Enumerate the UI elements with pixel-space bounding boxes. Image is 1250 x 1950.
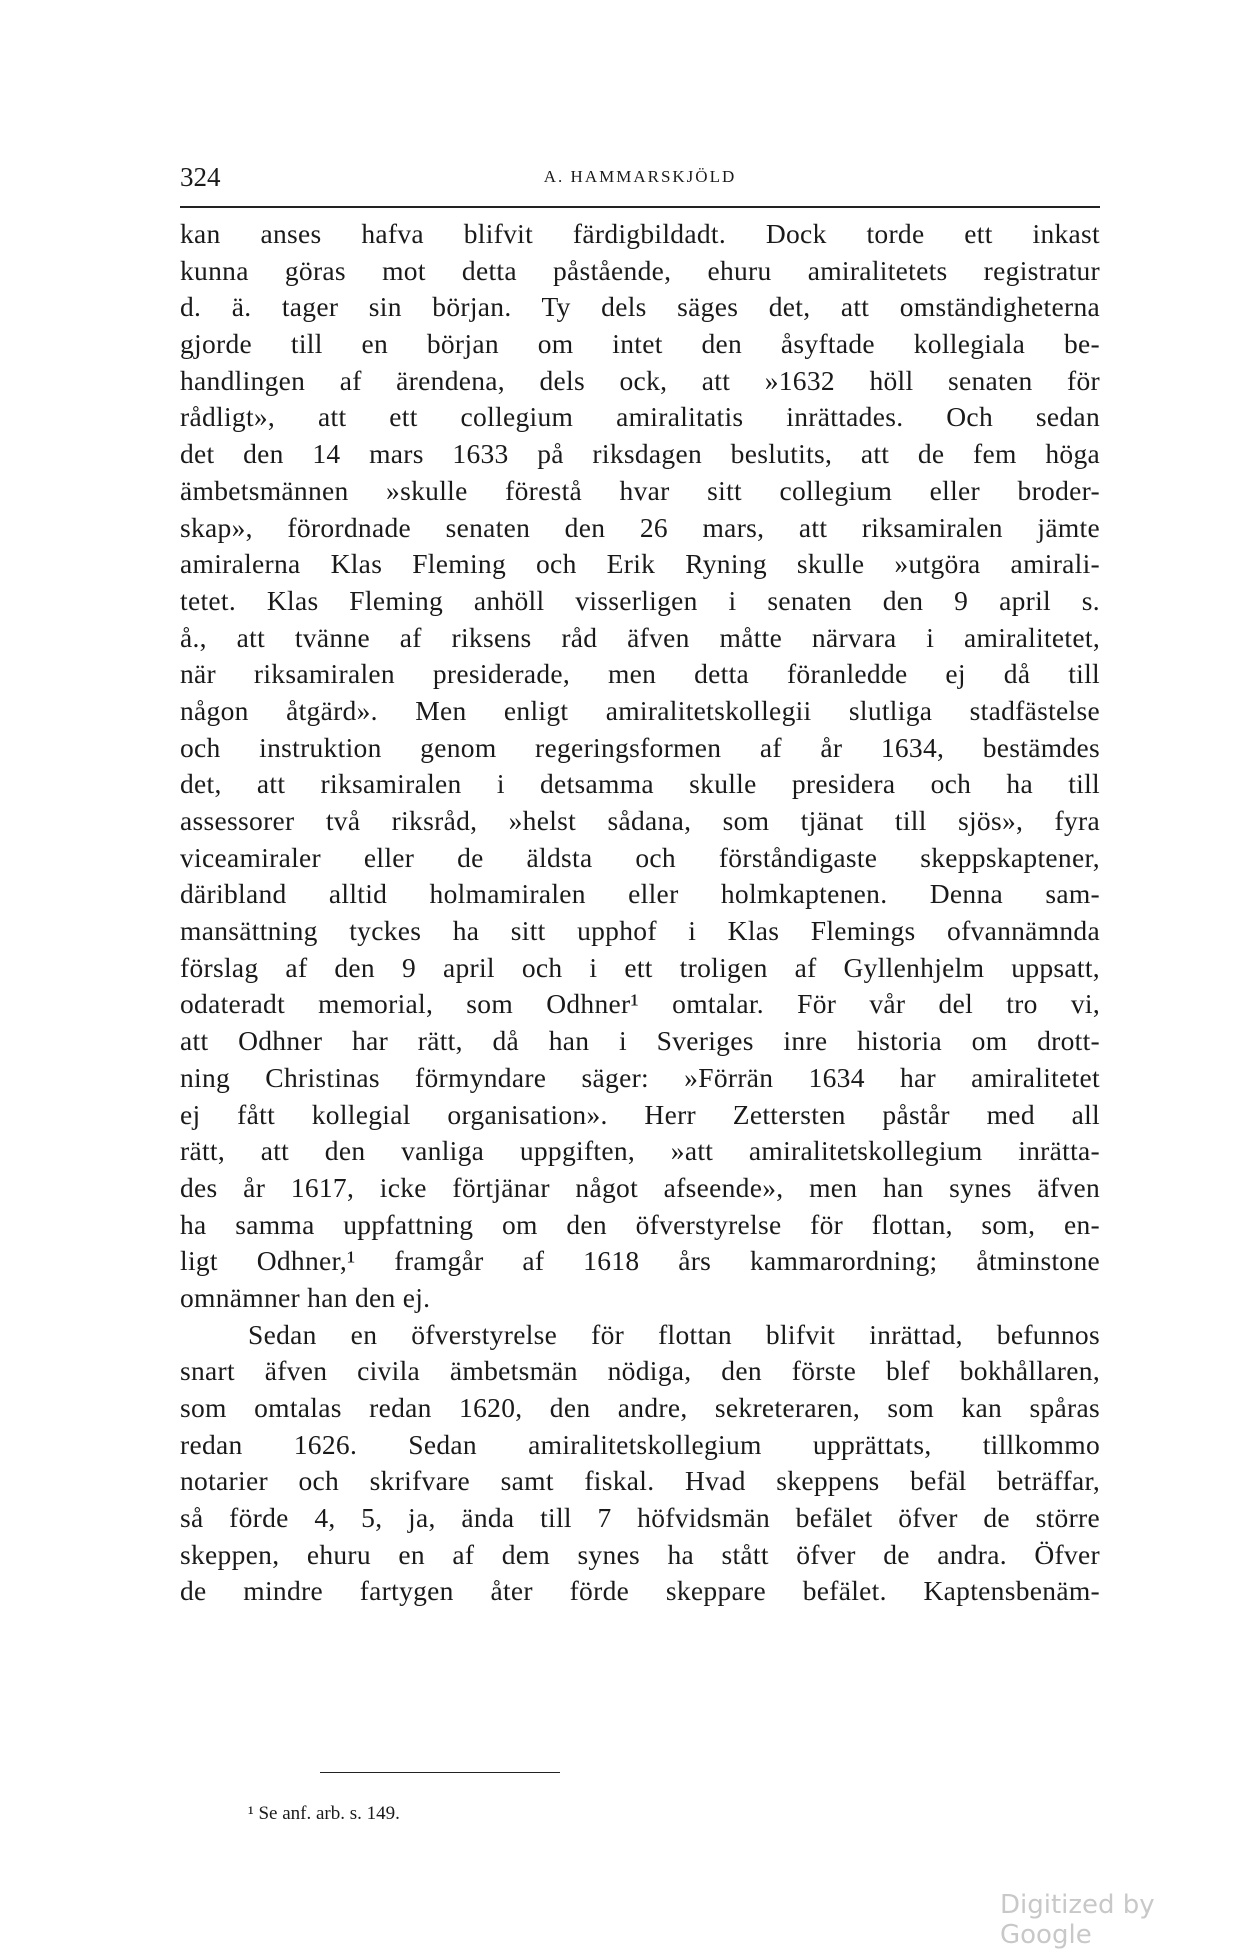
text-line: Sedan en öfverstyrelse för flottan blifvit inrättad, befunnos <box>248 1318 1100 1350</box>
text-line: som omtalas redan 1620, den andre, sekreteraren, som kan spåras <box>180 1392 1100 1423</box>
text-line: skeppen, ehuru en af dem synes ha stått öfver de andra. Öfver <box>180 1538 1100 1570</box>
page-header <box>180 162 1100 202</box>
text-line: de mindre fartygen åter förde skeppare befälet. Kaptensbenäm- <box>180 1575 1100 1607</box>
text-line: viceamiraler eller de äldsta och förståndigaste skeppskaptener, <box>180 841 1100 873</box>
text-line: däribland alltid holmamiralen eller holmkaptenen. Denna sam- <box>180 878 1100 910</box>
text-line: ha samma uppfattning om den öfverstyrelse för flottan, som, en- <box>180 1208 1100 1240</box>
text-line: ämbetsmännen »skulle förestå hvar sitt collegium eller broder- <box>180 474 1100 506</box>
text-line: notarier och skrifvare samt fiskal. Hvad skeppens befäl beträffar, <box>180 1465 1100 1497</box>
body-text <box>180 216 1100 1610</box>
text-line: ning Christinas förmyndare säger: »Förrän 1634 har amiralitetet <box>180 1061 1100 1093</box>
text-line: å., att tvänne af riksens råd äfven måtte närvara i amiralitetet, <box>180 621 1100 653</box>
text-line: omnämner han den ej. <box>180 1281 431 1313</box>
text-line: redan 1626. Sedan amiralitetskollegium upprättats, tillkommo <box>180 1428 1100 1460</box>
running-head: A. HAMMARSKJÖLD <box>543 167 737 186</box>
text-line: skap», förordnade senaten den 26 mars, att riksamiralen jämte <box>180 511 1100 543</box>
text-line: någon åtgärd». Men enligt amiralitetskollegii slutliga stadfästelse <box>180 694 1100 726</box>
text-line: så förde 4, 5, ja, ända till 7 höfvidsmän befälet öfver de större <box>180 1502 1100 1534</box>
text-line: förslag af den 9 april och i ett troligen af Gyllenhjelm uppsatt, <box>180 951 1100 983</box>
page-number: 324 <box>180 162 221 192</box>
watermark: Digitized by Google <box>1000 1890 1155 1950</box>
text-line: handlingen af ärendena, dels ock, att »1632 höll senaten för <box>180 364 1100 396</box>
text-line: och instruktion genom regeringsformen af år 1634, bestämdes <box>180 731 1100 763</box>
text-line: d. ä. tager sin början. Ty dels säges det, att omständigheterna <box>180 291 1100 323</box>
text-line: när riksamiralen presiderade, men detta föranledde ej då till <box>180 658 1100 690</box>
text-line: mansättning tyckes ha sitt upphof i Klas Flemings ofvannämnda <box>180 915 1100 947</box>
text-line: kan anses hafva blifvit färdigbildadt. Dock torde ett inkast <box>180 218 1100 249</box>
text-line: amiralerna Klas Fleming och Erik Ryning skulle »utgöra amirali- <box>180 548 1100 580</box>
text-line: ej fått kollegial organisation». Herr Zettersten påstår med all <box>180 1098 1100 1130</box>
text-line: kunna göras mot detta påstående, ehuru amiralitetets registratur <box>180 254 1100 286</box>
text-line: det, att riksamiralen i detsamma skulle presidera och ha till <box>180 768 1100 800</box>
text-line: ligt Odhner,¹ framgår af 1618 års kammarordning; åtminstone <box>180 1245 1100 1277</box>
footnote: ¹ Se anf. arb. s. 149. <box>248 1803 400 1824</box>
text-line: att Odhner har rätt, då han i Sveriges inre historia om drott- <box>180 1025 1100 1057</box>
text-line: det den 14 mars 1633 på riksdagen beslutits, att de fem höga <box>180 438 1100 470</box>
footnote-rule <box>320 1772 560 1773</box>
text-line: odateradt memorial, som Odhner¹ omtalar. För vår del tro vi, <box>180 988 1100 1020</box>
header-rule <box>180 206 1100 208</box>
text-line: tetet. Klas Fleming anhöll visserligen i senaten den 9 april s. <box>180 584 1100 616</box>
text-line: gjorde till en början om intet den åsyftade kollegiala be- <box>180 328 1100 360</box>
text-line: assessorer två riksråd, »helst sådana, som tjänat till sjös», fyra <box>180 805 1100 836</box>
text-line: rätt, att den vanliga uppgiften, »att amiralitetskollegium inrätta- <box>180 1135 1100 1167</box>
text-line: snart äfven civila ämbetsmän nödiga, den förste blef bokhållaren, <box>180 1355 1100 1387</box>
text-line: des år 1617, icke förtjänar något afseende», men han synes äfven <box>180 1171 1100 1203</box>
text-line: rådligt», att ett collegium amiralitatis inrättades. Och sedan <box>180 401 1100 433</box>
